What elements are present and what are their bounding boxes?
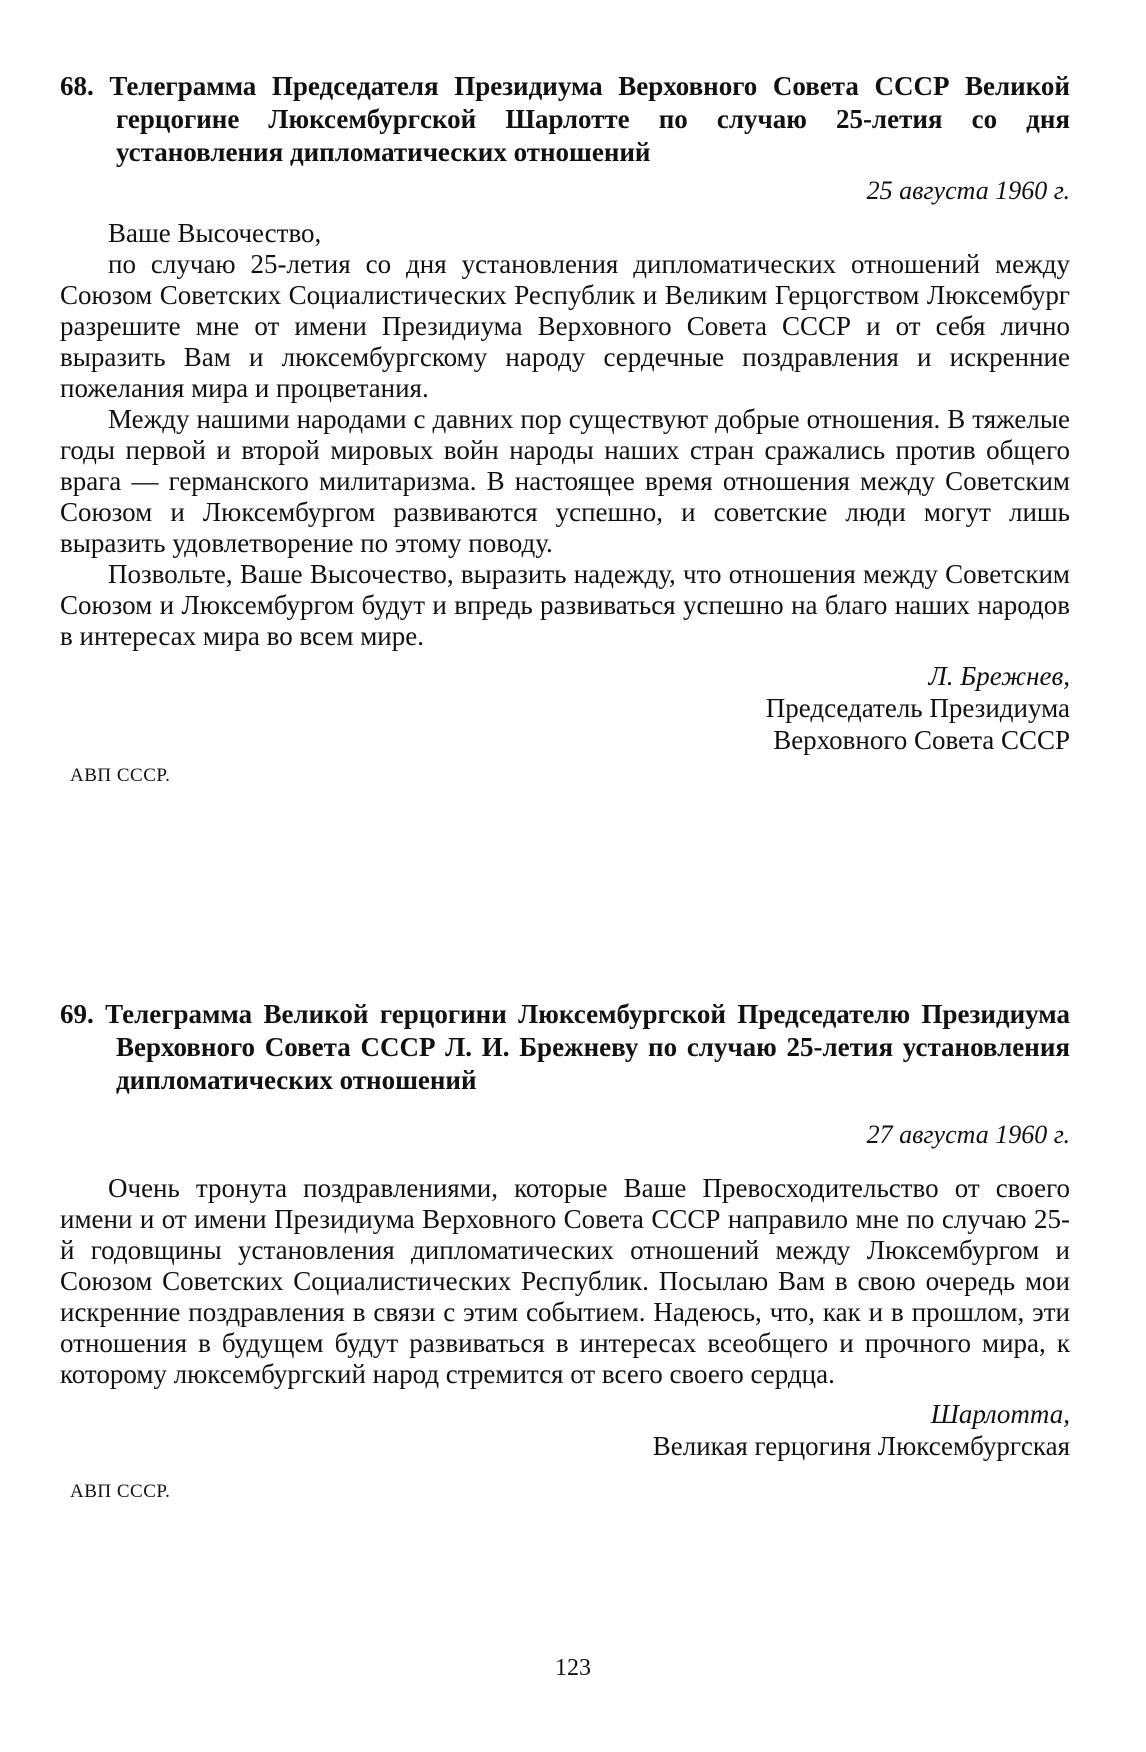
document-68-archive-source: АВП СССР. bbox=[70, 765, 171, 786]
document-68-date: 25 августа 1960 г. bbox=[866, 176, 1070, 205]
document-68-paragraph: по случаю 25-летия со дня установления дипломатических отношений между Союзом Советских Социалистических Республик и Великим Герцогством Люксембург разрешите мне от имени Президиума Верховного Совета СССР и от себя лично выразить Вам и люксембургскому народу сердечные поздравления и искренние пожелания мира и процветания. bbox=[60, 249, 1070, 403]
document-68-paragraph: Позвольте, Ваше Высочество, выразить надежду, что отношения между Советским Союзом и Люксембургом будут и впредь развиваться успешно на благо наших народов в интересах мира во всем мире. bbox=[60, 559, 1070, 651]
document-68-salutation: Ваше Высочество, bbox=[108, 218, 322, 248]
document-68-paragraph: Между нашими народами с давних пор существуют добрые отношения. В тяжелые годы первой и второй мировых войн народы наших стран сражались против общего врага — германского милитаризма. В настоящее время отношения между Советским Союзом и Люксембургом развиваются успешно, и советские люди могут лишь выразить удовлетворение по этому поводу. bbox=[60, 404, 1070, 558]
document-69-heading: 69. Телеграмма Великой герцогини Люксембургской Председателю Президиума Верховного Совета СССР Л. И. Брежневу по случаю 25-летия установления дипломатических отношений bbox=[60, 999, 1070, 1095]
document-69-signature-title: Великая герцогиня Люксембургская bbox=[652, 1431, 1070, 1461]
document-68-heading: 68. Телеграмма Председателя Президиума Верховного Совета СССР Великой герцогине Люксембургской Шарлотте по случаю 25-летия со дня установления дипломатических отношений bbox=[60, 71, 1070, 167]
document-69-date: 27 августа 1960 г. bbox=[866, 1120, 1070, 1149]
document-69-archive-source: АВП СССР. bbox=[70, 1481, 171, 1502]
page-number: 123 bbox=[555, 1655, 591, 1681]
document-69-paragraph: Очень тронута поздравлениями, которые Ваше Превосходительство от своего имени и от имени Президиума Верховного Совета СССР направило мне по случаю 25-й годовщины установления дипломатических отношений между Люксембургом и Союзом Советских Социалистических Республик. Посылаю Вам в свою очередь мои искренние поздравления в связи с этим событием. Надеюсь, что, как и в прошлом, эти отношения в будущем будут развиваться в интересах всеобщего и прочного мира, к которому люксембургский народ стремится от всего своего сердца. bbox=[60, 1173, 1070, 1389]
document-69-signature-name: Шарлотта, bbox=[930, 1399, 1070, 1429]
document-68-signature-title: Верховного Совета СССР bbox=[773, 725, 1070, 755]
document-68 bbox=[60, 70, 1070, 788]
document-69 bbox=[60, 998, 1070, 1504]
document-68-signature-title: Председатель Президиума bbox=[765, 693, 1070, 723]
document-68-signature-name: Л. Брежнев, bbox=[928, 661, 1070, 691]
